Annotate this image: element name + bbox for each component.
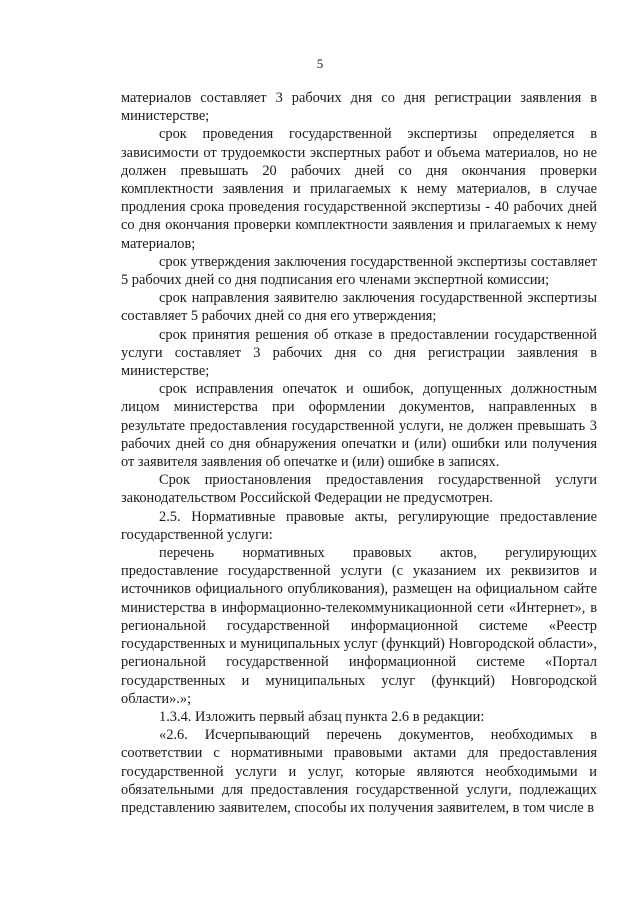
page-number: 5 bbox=[316, 56, 324, 71]
paragraph: срок исправления опечаток и ошибок, допущенных должностным лицом министерства при оформлении документов, направленных в результате предоставления государственной услуги, не должен превышать 3 рабочих дней со дня обнаружения опечатки и (или) ошибки или получения от заявителя заявления об опечатке и (или) ошибке в записях. bbox=[121, 381, 597, 471]
paragraph: срок направления заявителю заключения государственной экспертизы составляет 5 рабочих дней со дня его утверждения; bbox=[121, 290, 597, 325]
paragraph: срок проведения государственной экспертизы определяется в зависимости от трудоемкости экспертных работ и объема материалов, но не должен превышать 20 рабочих дней со дня окончания проверки комплектности заявления и прилагаемых к нему материалов, в случае продления срока проведения государственной экспертизы - 40 рабочих дней со дня окончания проверки комплектности заявления и прилагаемых к нему материалов; bbox=[121, 126, 597, 252]
document-body bbox=[121, 89, 597, 817]
paragraph: срок утверждения заключения государственной экспертизы составляет 5 рабочих дней со дня подписания его членами экспертной комиссии; bbox=[121, 253, 597, 289]
amendment-instruction: 1.3.4. Изложить первый абзац пункта 2.6 в редакции: bbox=[159, 708, 485, 725]
paragraph: Срок приостановления предоставления государственной услуги законодательством Российской Федерации не предусмотрен. bbox=[121, 472, 597, 507]
paragraph: «2.6. Исчерпывающий перечень документов, необходимых в соответствии с нормативными правовыми актами для предоставления государственной услуги и услуг, которые являются необходимыми и обязательными для предоставления государственной услуги, подлежащих представлению заявителем, способы их получения заявителем, в том числе в bbox=[121, 727, 597, 816]
section-heading-2-5: 2.5. Нормативные правовые акты, регулирующие предоставление государственной услуги: bbox=[121, 508, 597, 543]
paragraph: материалов составляет 3 рабочих дня со дня регистрации заявления в министерстве; bbox=[121, 90, 597, 125]
paragraph: перечень нормативных правовых актов, регулирующих предоставление государственной услуги (с указанием их реквизитов и источников официального опубликования), размещен на официальном сайте министерства в информационно-телекоммуникационной сети «Интернет», в региональной государственной информационной системе «Реестр государственных и муниципальных услуг (функций) Новгородской области», региональной государственной информационной системе «Портал государственных и муниципальных услуг (функций) Новгородской области».»; bbox=[121, 545, 597, 707]
paragraph: срок принятия решения об отказе в предоставлении государственной услуги составляет 3 рабочих дня со дня регистрации заявления в министерстве; bbox=[121, 326, 597, 380]
